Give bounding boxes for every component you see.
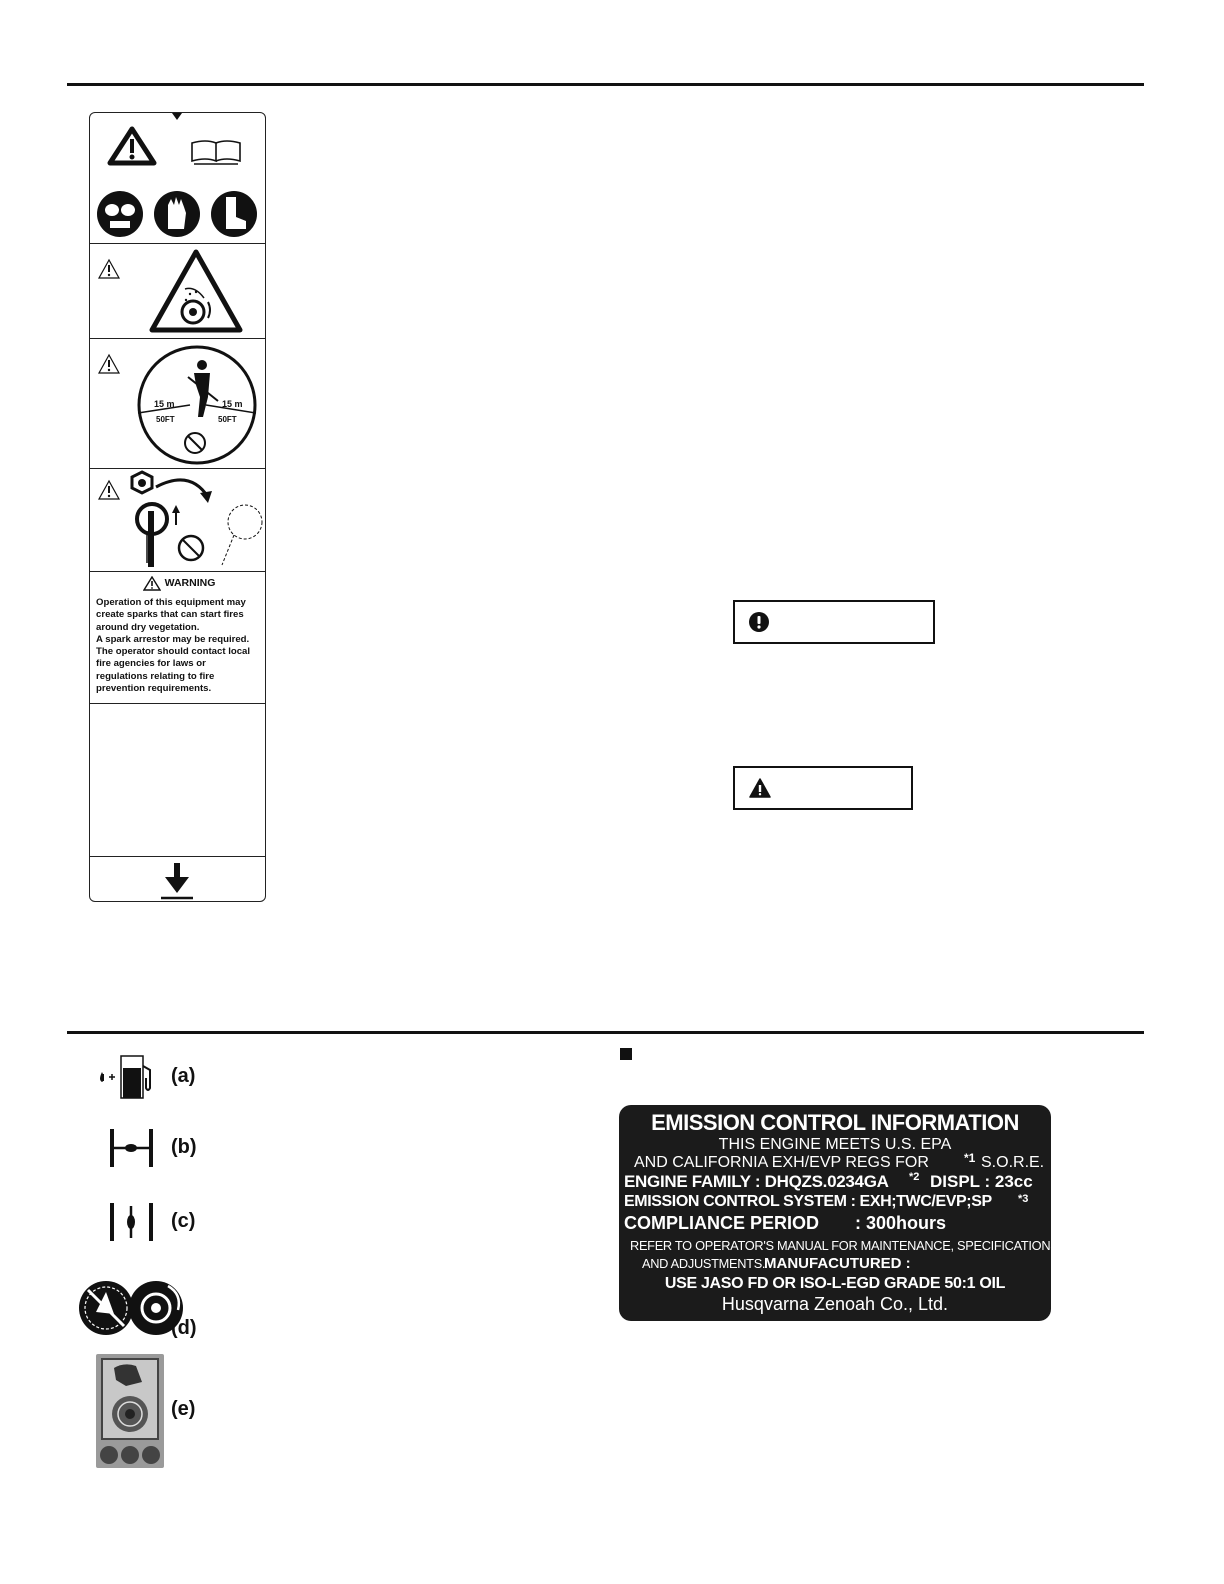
symbol-d-label: (d) — [171, 1317, 197, 1339]
fuel-mix-icon — [94, 1052, 164, 1102]
distance-left-unit: 50FT — [156, 415, 175, 424]
choke-open-icon — [107, 1128, 157, 1168]
boots-icon — [211, 191, 257, 237]
refer-line1: REFER TO OPERATOR'S MANUAL FOR MAINTENANCE, SPECIFICATIONS — [630, 1238, 1059, 1253]
warning-line: The operator should contact local — [96, 646, 251, 658]
caution-box — [733, 766, 913, 810]
attachment-label-icon — [96, 1354, 164, 1468]
emission-line2-right: S.O.R.E. — [981, 1154, 1045, 1171]
thrown-objects-icon — [90, 244, 265, 339]
section-rule — [67, 1031, 1144, 1034]
label-section-arrow — [90, 857, 265, 901]
ppe-icons — [90, 113, 265, 244]
symbol-b-label: (b) — [171, 1136, 197, 1158]
emission-line1: THIS ENGINE MEETS U.S. EPA — [718, 1136, 952, 1153]
label-section-safe-distance — [90, 339, 265, 469]
section-bullet-icon — [620, 1048, 632, 1060]
distance-left-value: 15 m — [154, 399, 175, 409]
gloves-icon — [154, 191, 200, 237]
fire-warning-block — [96, 574, 262, 695]
warning-triangle-filled-icon — [749, 778, 771, 798]
warning-line: regulations relating to fire — [96, 670, 215, 682]
warning-line: create sparks that can start fires — [96, 609, 244, 621]
symbol-a-label: (a) — [171, 1065, 196, 1087]
emission-line2-note: *1 — [964, 1151, 976, 1165]
symbol-c-label: (c) — [171, 1210, 196, 1232]
oil-spec: USE JASO FD OR ISO-L-EGD GRADE 50:1 OIL — [664, 1275, 1006, 1292]
warning-small-icon — [143, 576, 161, 591]
emission-title: EMISSION CONTROL INFORMATION — [651, 1110, 1019, 1135]
displacement: DISPL : 23cc — [930, 1172, 1033, 1191]
warning-line: prevention requirements. — [96, 683, 212, 695]
choke-closed-icon — [107, 1202, 157, 1242]
ecs-note: *3 — [1018, 1193, 1029, 1205]
distance-right-unit: 50FT — [218, 415, 237, 424]
kickback-icon — [90, 469, 265, 572]
notice-box — [733, 600, 935, 644]
warning-line: fire agencies for laws or — [96, 658, 206, 670]
warning-heading — [96, 576, 262, 591]
emission-control-system: EMISSION CONTROL SYSTEM : EXH;TWC/EVP;SP — [624, 1193, 992, 1210]
manufacturer-name: Husqvarna Zenoah Co., Ltd. — [721, 1294, 949, 1314]
label-section-kickback — [90, 469, 265, 572]
warning-line: Operation of this equipment may — [96, 597, 246, 608]
eye-ear-protection-icon — [97, 191, 143, 237]
refer-line2: AND ADJUSTMENTS. — [642, 1256, 766, 1271]
distance-right-value: 15 m — [222, 399, 243, 409]
label-section-thrown-objects — [90, 244, 265, 339]
exclamation-circle-icon — [749, 612, 769, 632]
compliance-label: COMPLIANCE PERIOD — [624, 1213, 820, 1233]
emission-control-label — [619, 1105, 1059, 1321]
warning-title: WARNING — [164, 577, 216, 590]
emission-line2-left: AND CALIFORNIA EXH/EVP REGS FOR — [634, 1154, 929, 1171]
safety-label — [89, 112, 266, 902]
label-section-blank — [90, 704, 265, 857]
warning-line: around dry vegetation. — [96, 621, 200, 633]
engine-family: ENGINE FAMILY : DHQZS.0234GA — [624, 1172, 889, 1191]
engine-family-note: *2 — [909, 1171, 920, 1183]
down-arrow-icon — [90, 857, 265, 901]
compliance-value: : 300hours — [855, 1213, 947, 1233]
manufactured-label: MANUFACUTURED : — [764, 1255, 911, 1272]
label-section-ppe — [90, 113, 265, 244]
warning-line: A spark arrestor may be required. — [96, 633, 250, 645]
top-rule — [67, 83, 1144, 86]
warning-triangle-icon — [110, 129, 154, 163]
symbol-e-label: (e) — [171, 1398, 196, 1420]
label-section-fire-warning — [90, 572, 265, 704]
read-manual-icon — [192, 141, 240, 164]
